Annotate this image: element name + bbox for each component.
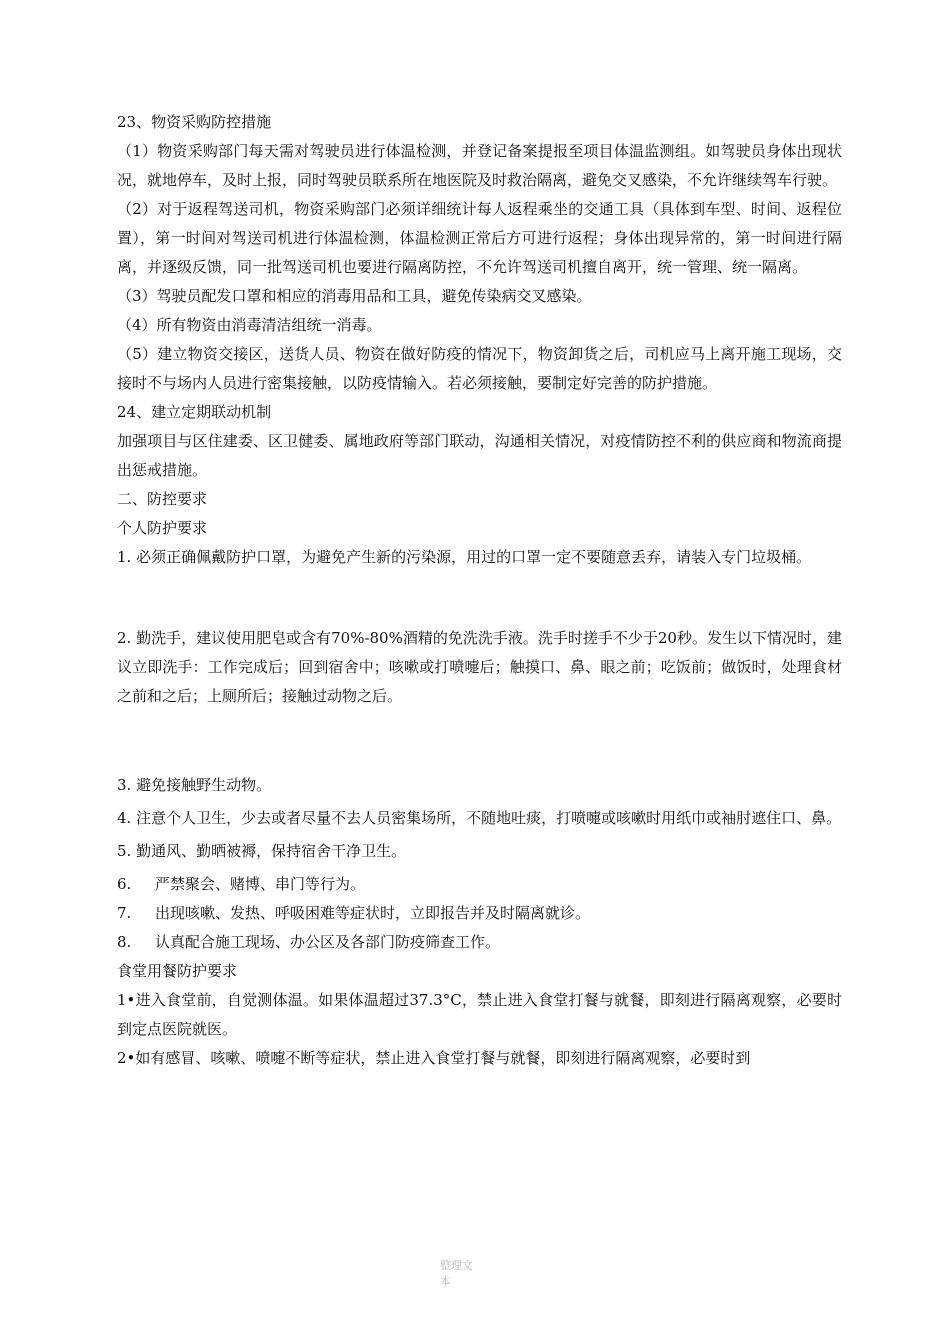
personal-item-2: 2. 勤洗手，建议使用肥皂或含有70%-80%酒精的免洗洗手液。洗手时搓手不少于20秒。发生以下情况时，建议立即洗手：工作完成后；回到宿舍中；咳嗽或打喷嚏后；触摸口、鼻、眼之前；吃饭前；做饭时，处理食材之前和之后；上厕所后；接触过动物之后。 [117, 629, 842, 705]
canteen-item-2: 2•如有感冒、咳嗽、喷嚏不断等症状，禁止进入食堂打餐与就餐，即刻进行隔离观察，必要时到 [117, 1049, 751, 1067]
spacer [117, 711, 842, 771]
section-23-item-4: （4）所有物资由消毒清洁组统一消毒。 [117, 316, 382, 334]
item-number: 8. [117, 933, 132, 951]
footer-watermark: 整理文本 [440, 1259, 473, 1288]
section-23-item-1: （1）物资采购部门每天需对驾驶员进行体温检测，并登记备案提报至项目体温监测组。如驾驶员身体出现状况，就地停车，及时上报，同时驾驶员联系所在地医院及时救治隔离，避免交叉感染，不允许继续驾车行驶。 [117, 142, 842, 189]
item-number: 6. [117, 875, 132, 893]
section-23-item-3: （3）驾驶员配发口罩和相应的消毒用品和工具，避免传染病交叉感染。 [117, 287, 592, 305]
item-text: 出现咳嗽、发热、呼吸困难等症状时，立即报告并及时隔离就诊。 [155, 904, 591, 922]
personal-item-3: 3. 避免接触野生动物。 [117, 776, 272, 794]
canteen-item-1: 1•进入食堂前，自觉测体温。如果体温超过37.3°C，禁止进入食堂打餐与就餐，即刻进行隔离观察，必要时到定点医院就医。 [117, 991, 842, 1038]
section-23-heading: 23、物资采购防控措施 [117, 113, 272, 131]
personal-protection-heading: 个人防护要求 [117, 519, 208, 537]
item-text: 认真配合施工现场、办公区及各部门防疫筛查工作。 [155, 933, 501, 951]
spacer [117, 572, 842, 624]
section-24-heading: 24、建立定期联动机制 [117, 403, 272, 421]
personal-item-1: 1. 必须正确佩戴防护口罩，为避免产生新的污染源，用过的口罩一定不要随意丢弃，请装入专门垃圾桶。 [117, 548, 812, 566]
document-body [117, 108, 842, 1073]
section-23-item-2: （2）对于返程驾送司机，物资采购部门必须详细统计每人返程乘坐的交通工具（具体到车型、时间、返程位置），第一时间对驾送司机进行体温检测，体温检测正常后方可进行返程；身体出现异常的，第一时间进行隔离，并逐级反馈，同一批驾送司机也要进行隔离防控，不允许驾送司机擅自离开，统一管理、统一隔离。 [117, 200, 842, 276]
canteen-protection-heading: 食堂用餐防护要求 [117, 962, 238, 980]
chapter-2-heading: 二、防控要求 [117, 490, 208, 508]
personal-item-7 [117, 899, 842, 928]
personal-item-8 [117, 928, 842, 957]
section-24-paragraph: 加强项目与区住建委、区卫健委、属地政府等部门联动，沟通相关情况，对疫情防控不利的供应商和物流商提出惩戒措施。 [117, 432, 842, 479]
personal-item-5: 5. 勤通风、勤晒被褥，保持宿舍干净卫生。 [117, 842, 407, 860]
item-text: 严禁聚会、赌博、串门等行为。 [155, 875, 366, 893]
personal-item-6 [117, 870, 842, 899]
personal-item-4: 4. 注意个人卫生，少去或者尽量不去人员密集场所，不随地吐痰，打喷嚏或咳嗽时用纸巾或袖肘遮住口、鼻。 [117, 809, 842, 827]
item-number: 7. [117, 904, 132, 922]
section-23-item-5: （5）建立物资交接区，送货人员、物资在做好防疫的情况下，物资卸货之后，司机应马上离开施工现场，交接时不与场内人员进行密集接触，以防疫情输入。若必须接触，要制定好完善的防护措施。 [117, 345, 842, 392]
